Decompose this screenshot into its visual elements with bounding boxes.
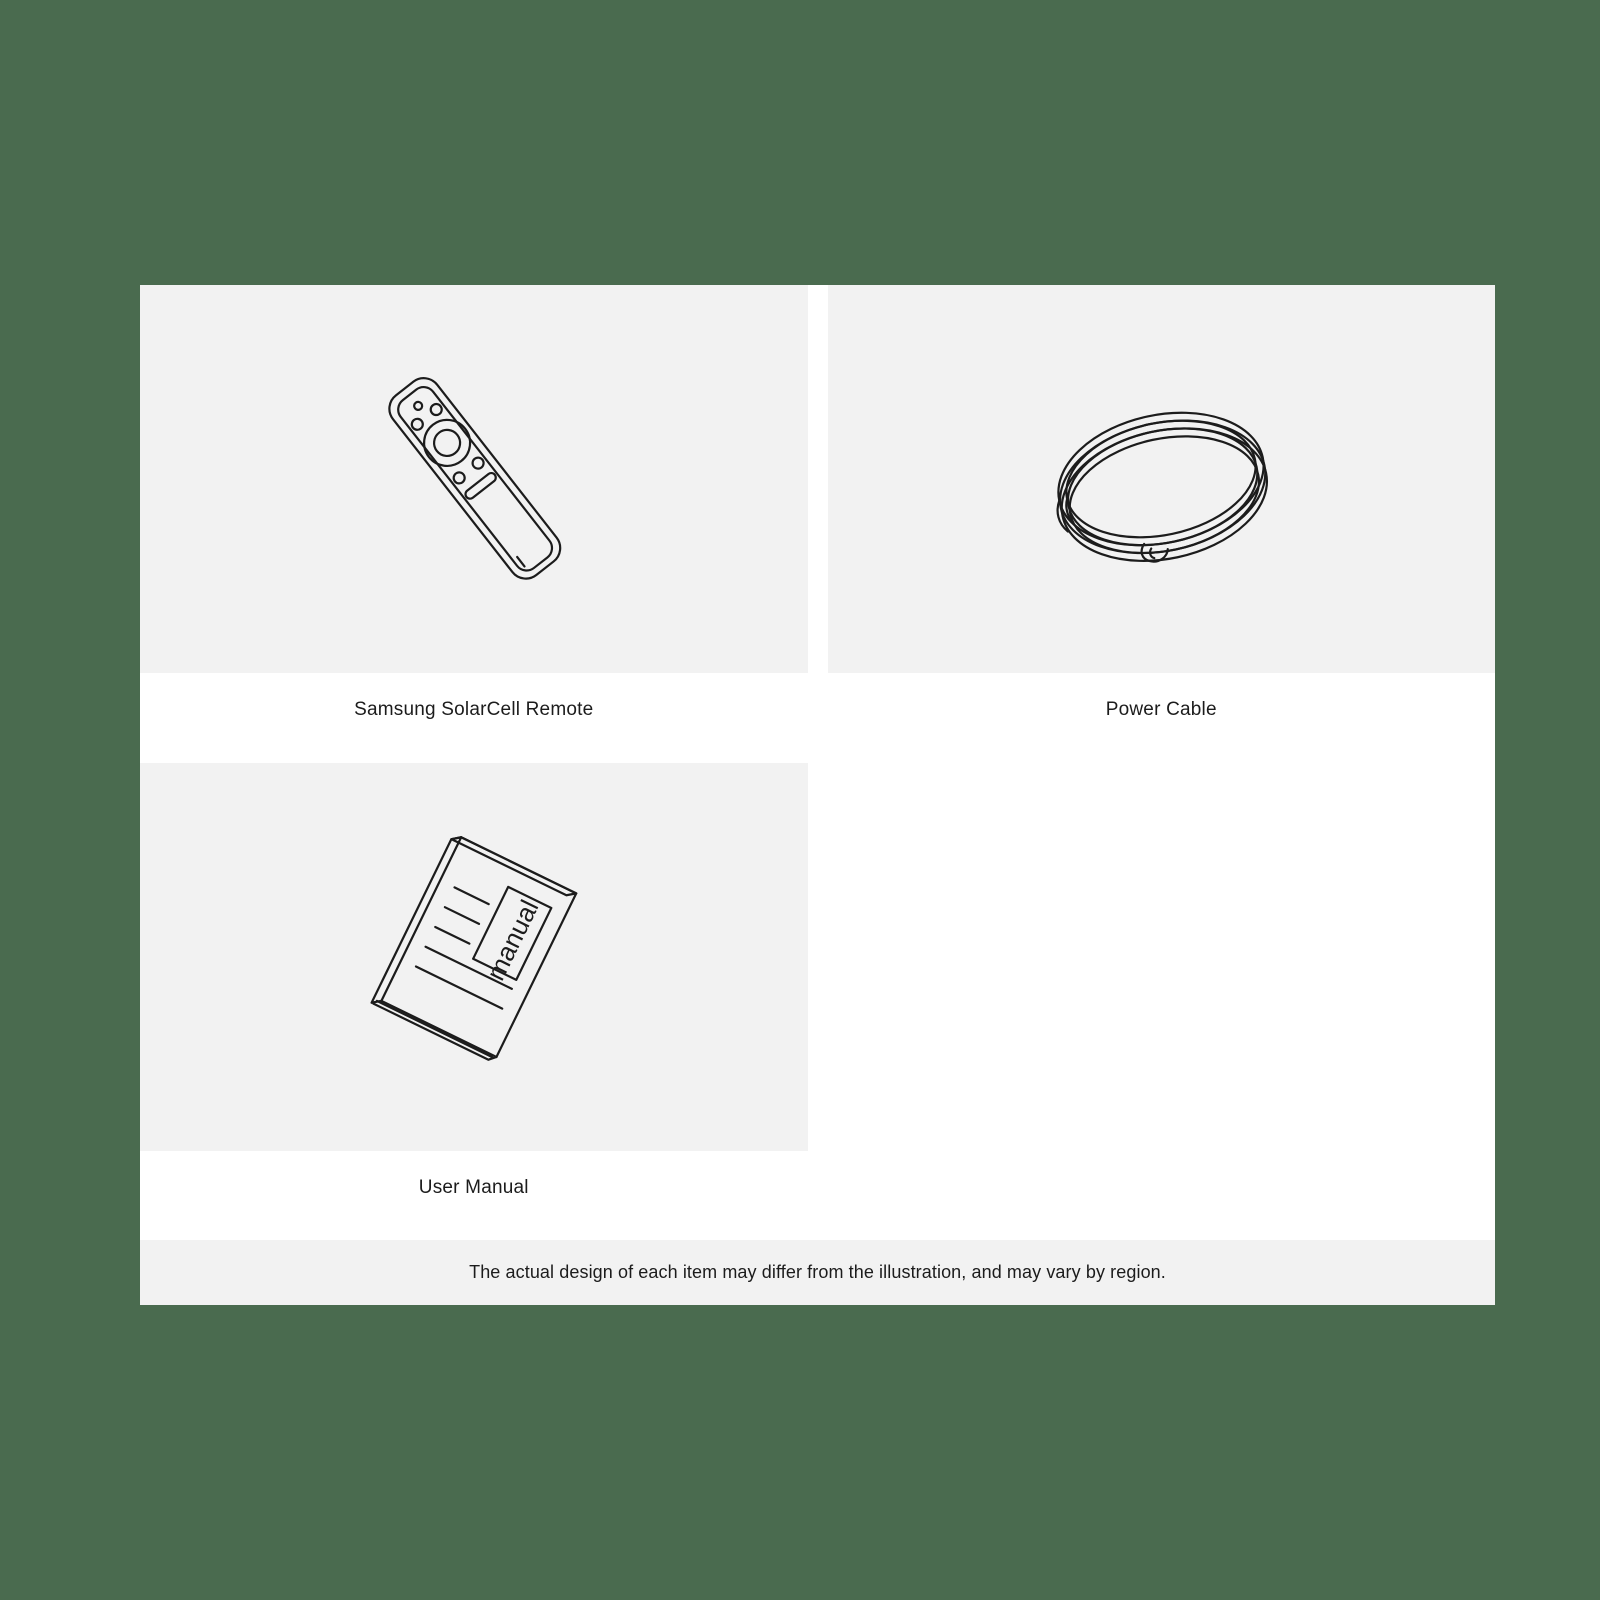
remote-control-icon: [324, 329, 624, 629]
user-manual-image-tile: [140, 763, 808, 1151]
coiled-power-cable-icon: [1011, 329, 1311, 629]
user-manual-booklet-icon: [324, 807, 624, 1107]
items-grid: [140, 285, 1495, 1240]
manual-cover-text: manual: [479, 894, 545, 985]
power-cable-image-tile: [828, 285, 1496, 673]
item-cell-empty: [828, 763, 1496, 1241]
footer-note: The actual design of each item may differ from the illustration, and may vary by region.: [140, 1240, 1495, 1305]
item-label-power-cable: Power Cable: [828, 673, 1496, 745]
remote-image-tile: [140, 285, 808, 673]
item-cell-power-cable: [828, 285, 1496, 763]
item-cell-remote: [140, 285, 808, 763]
item-label-user-manual: User Manual: [140, 1151, 808, 1223]
item-label-remote: Samsung SolarCell Remote: [140, 673, 808, 745]
in-box-items-panel: [140, 285, 1495, 1305]
item-cell-user-manual: [140, 763, 808, 1241]
